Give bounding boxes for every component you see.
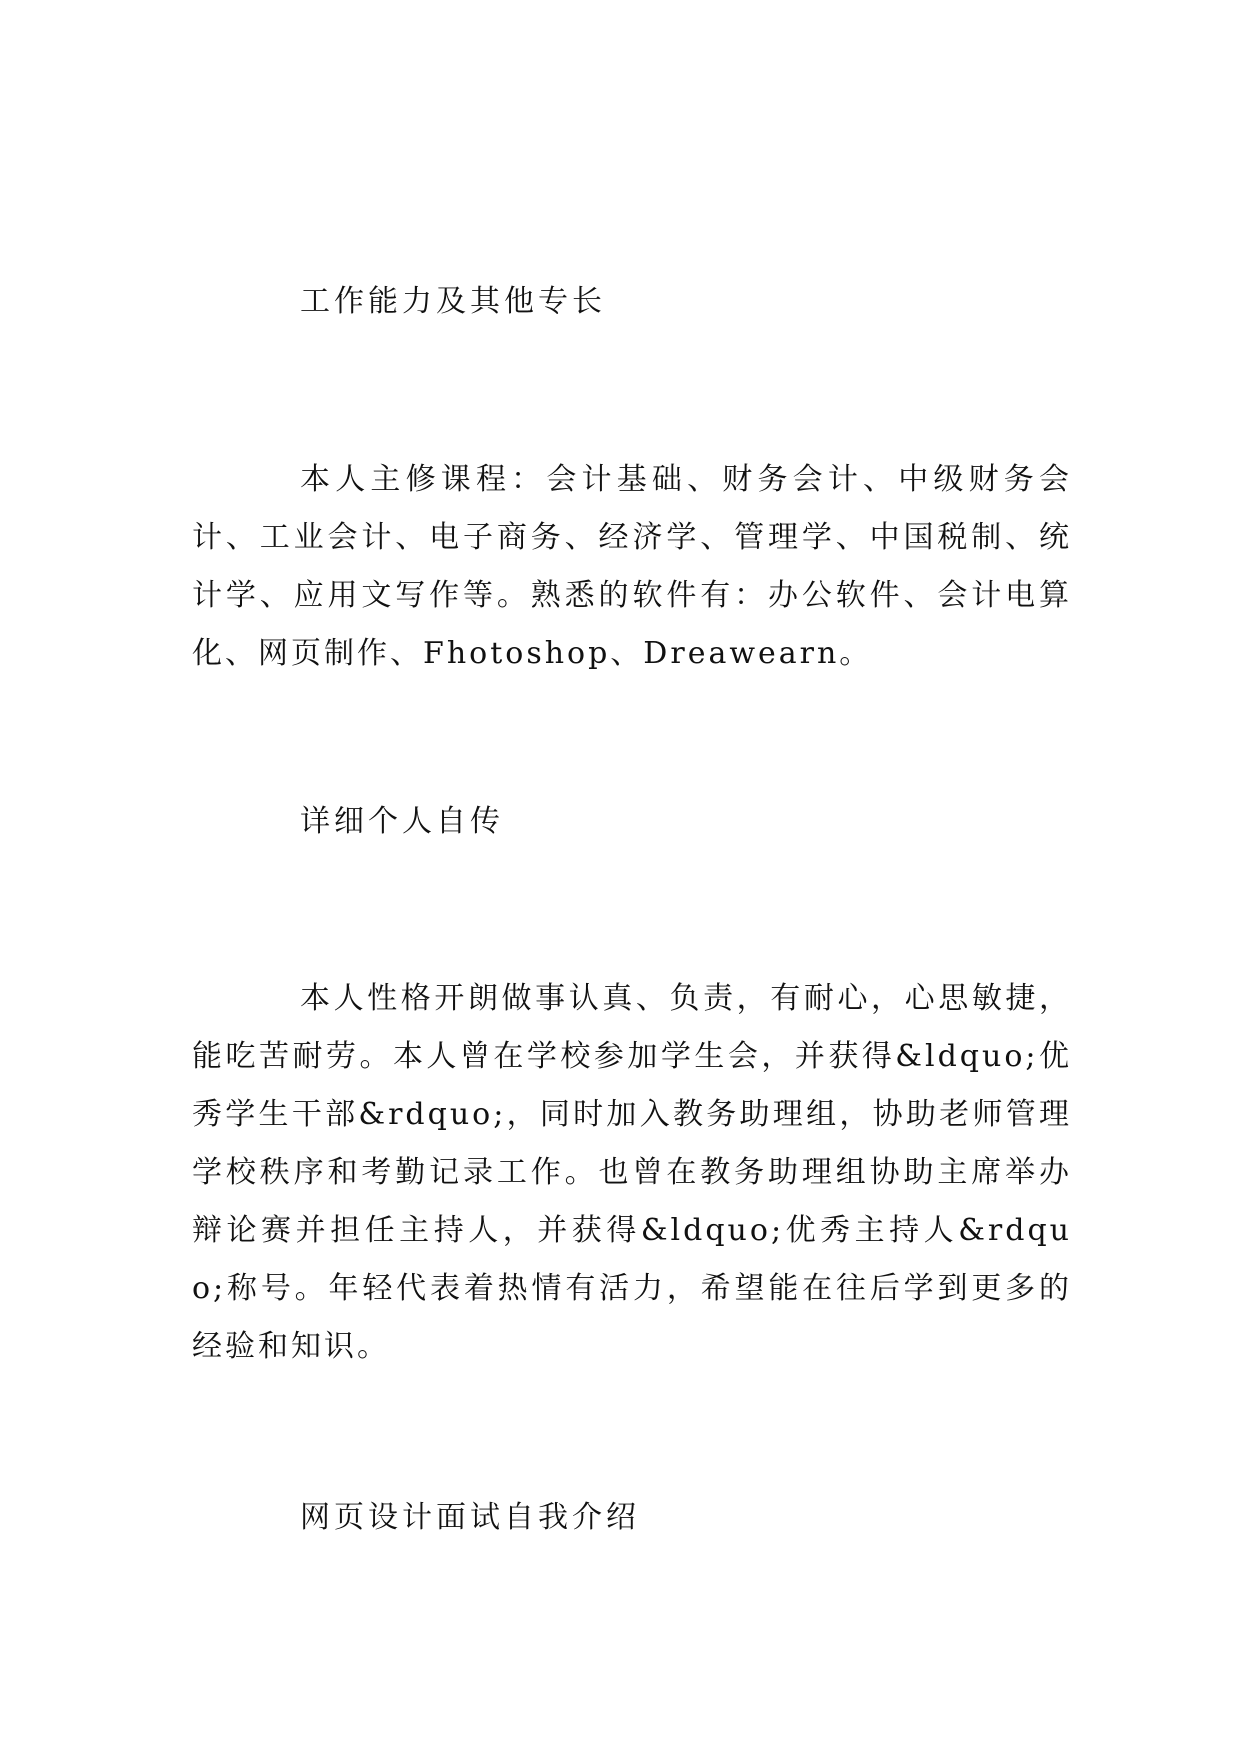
section-heading-autobiography: 详细个人自传	[300, 804, 504, 839]
section-body-autobiography: 本人性格开朗做事认真、负责，有耐心，心思敏捷，能吃苦耐劳。本人曾在学校参加学生会，并获得&ldquo;优秀学生干部&rdquo;，同时加入教务助理组，协助老师管理学校秩序和考勤记录工作。也曾在教务助理组协助主席举办辩论赛并担任主持人，并获得&ldquo;优秀主持人&rdquo;称号。年轻代表着热情有活力，希望能在往后学到更多的经验和知识。	[192, 981, 1072, 1364]
section-heading-skills: 工作能力及其他专长	[300, 284, 606, 319]
section-heading-interview-intro: 网页设计面试自我介绍	[300, 1500, 640, 1535]
section-body-skills: 本人主修课程：会计基础、财务会计、中级财务会计、工业会计、电子商务、经济学、管理学、中国税制、统计学、应用文写作等。熟悉的软件有：办公软件、会计电算化、网页制作、Fhotoshop、Dreawearn。	[192, 462, 1072, 671]
